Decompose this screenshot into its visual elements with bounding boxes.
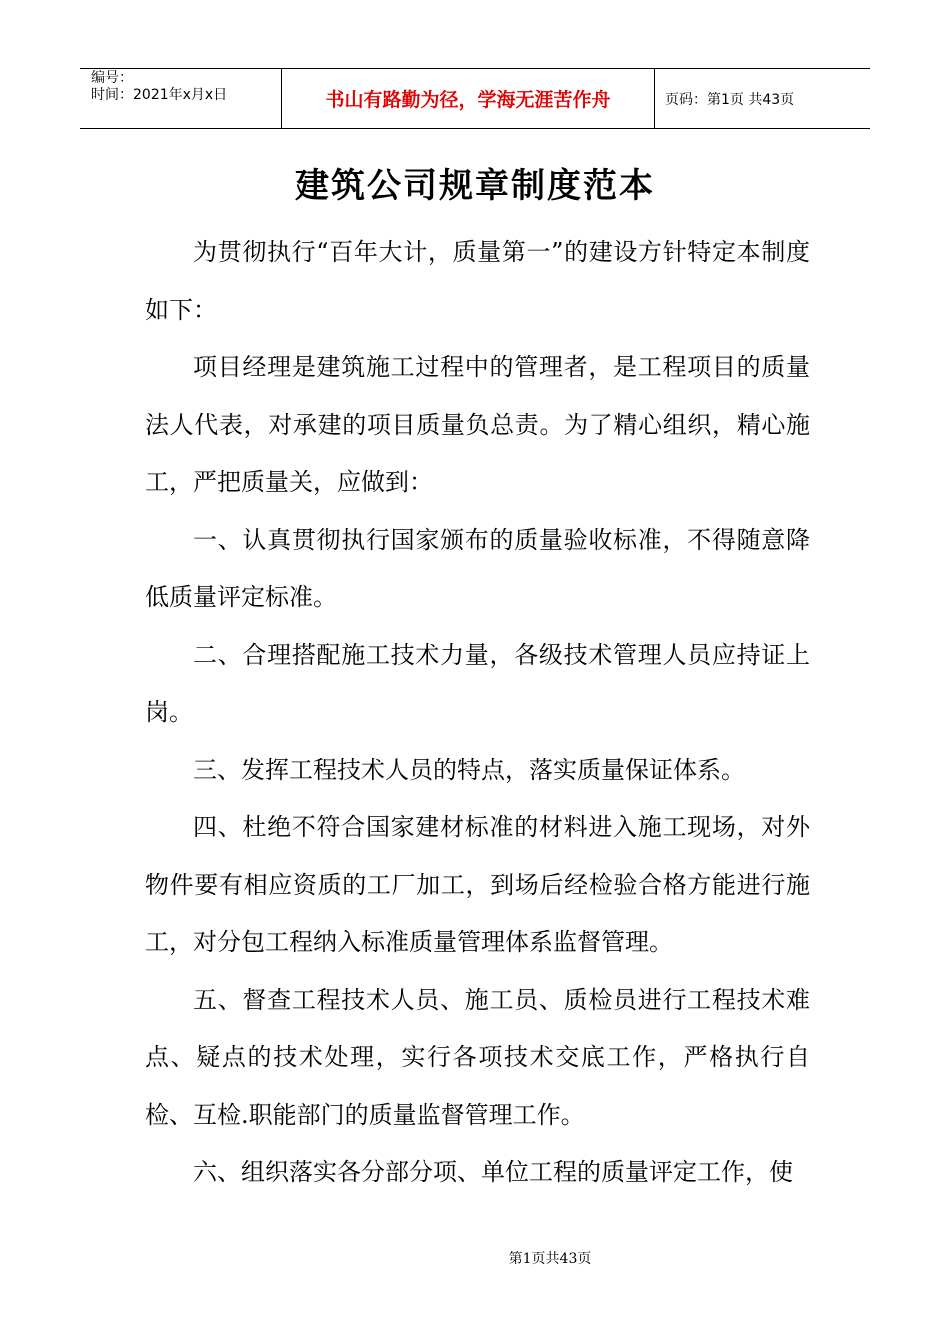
paragraph: 四、杜绝不符合国家建材标准的材料进入施工现场，对外物件要有相应资质的工厂加工，到场后经检验合格方能进行施工，对分包工程纳入标准质量管理体系监督管理。	[145, 813, 810, 956]
paragraph: 一、认真贯彻执行国家颁布的质量验收标准，不得随意降低质量评定标准。	[145, 525, 810, 611]
header-page-info: 页码：第1页 共43页	[665, 91, 795, 108]
paragraph: 六、组织落实各分部分项、单位工程的质量评定工作，使	[193, 1158, 793, 1186]
document-number-label: 编号：	[91, 70, 133, 86]
header-meta	[80, 69, 282, 128]
paragraph: 二、合理搭配施工技术力量，各级技术管理人员应持证上岗。	[145, 640, 810, 726]
paragraph: 项目经理是建筑施工过程中的管理者，是工程项目的质量法人代表，对承建的项目质量负总责。为了精心组织，精心施工，严把质量关，应做到：	[145, 353, 810, 496]
document-title: 建筑公司规章制度范本	[295, 166, 655, 206]
page-header	[80, 68, 870, 129]
document-date: 时间：2021年x月x日	[91, 87, 228, 103]
paragraph: 为贯彻执行“百年大计，质量第一”的建设方针特定本制度如下：	[145, 238, 810, 324]
document-body	[145, 224, 810, 1202]
paragraph: 三、发挥工程技术人员的特点，落实质量保证体系。	[193, 755, 745, 784]
header-motto: 书山有路勤为径，学海无涯苦作舟	[282, 69, 655, 128]
page-footer: 第1页共43页	[508, 1251, 592, 1267]
paragraph: 五、督查工程技术人员、施工员、质检员进行工程技术难点、疑点的技术处理，实行各项技术交底工作，严格执行自检、互检.职能部门的质量监督管理工作。	[145, 985, 810, 1129]
